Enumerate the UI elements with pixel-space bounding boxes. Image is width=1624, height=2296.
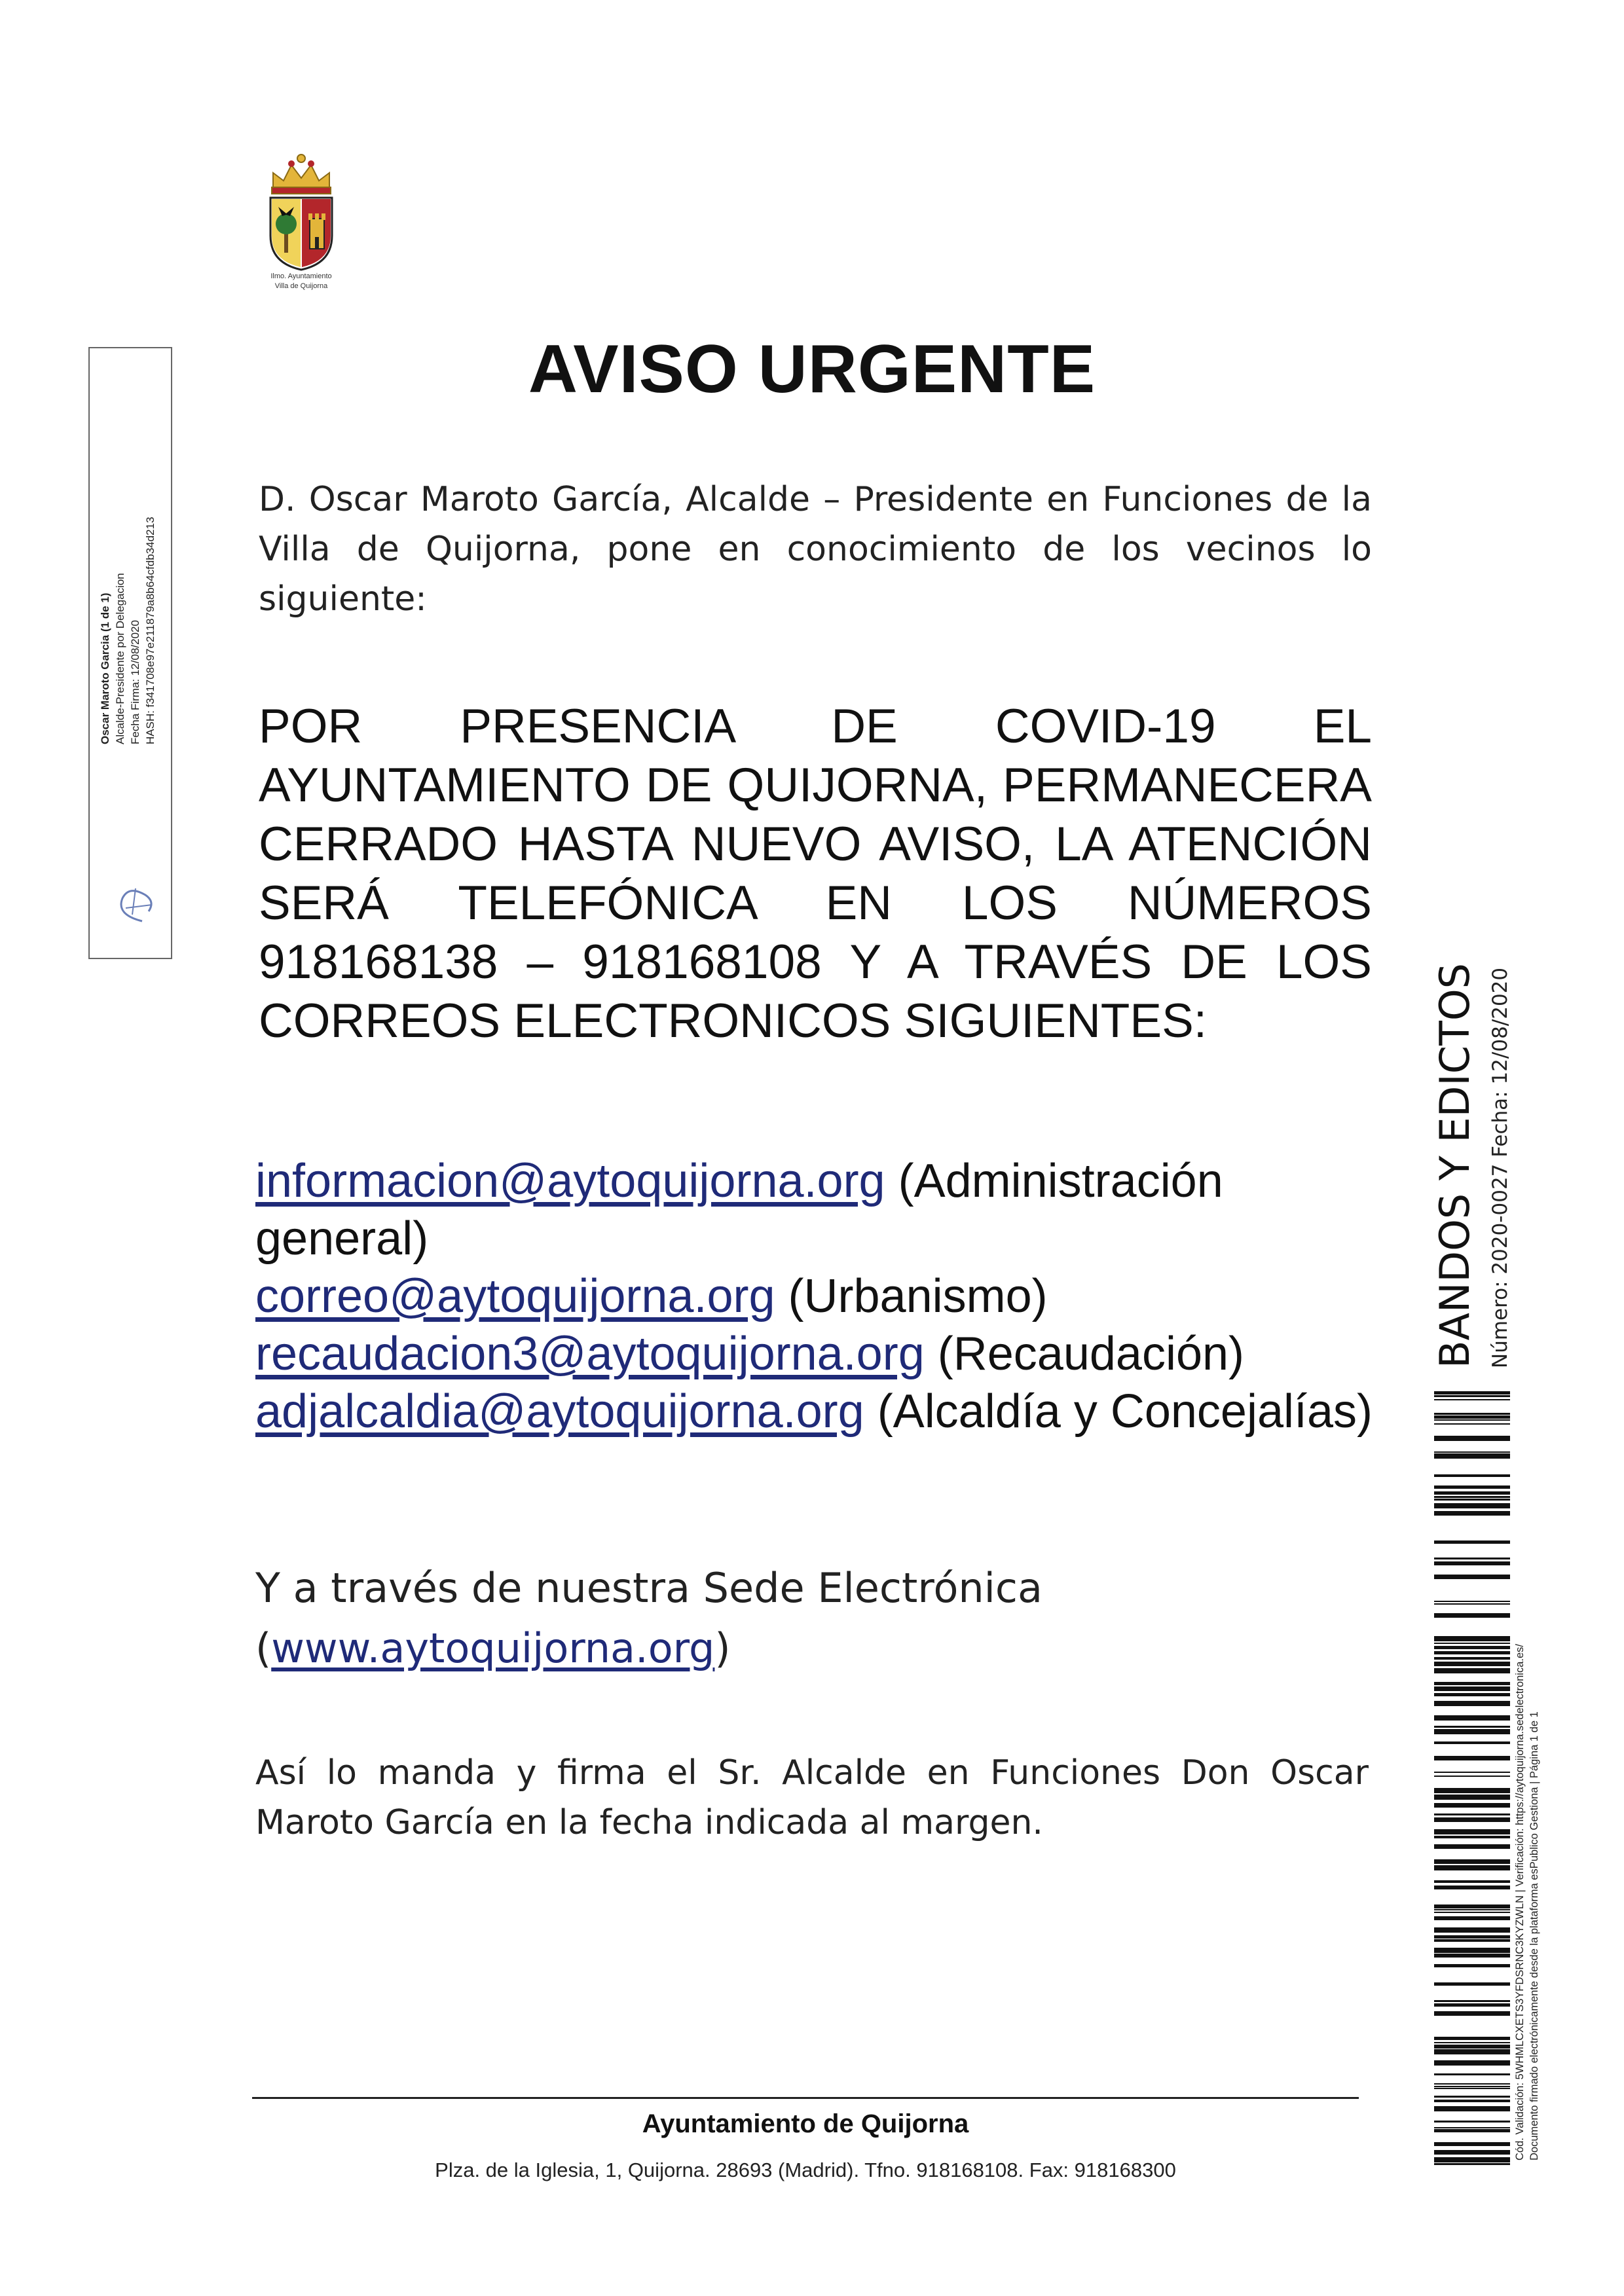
barcode-bar	[1434, 1904, 1510, 1908]
email-label: (Administración general)	[255, 1155, 1223, 1265]
barcode-bar	[1434, 1485, 1510, 1489]
barcode-bar	[1434, 1912, 1510, 1913]
crest-caption-line2: Villa de Quijorna	[274, 282, 328, 290]
barcode-bar	[1434, 2003, 1510, 2007]
barcode-bar	[1434, 1795, 1510, 1800]
barcode-bar	[1434, 2100, 1510, 2102]
barcode-bar	[1434, 1646, 1510, 1649]
barcode-bar	[1434, 1741, 1510, 1744]
signature-signer: Oscar Maroto Garcia (1 de 1)	[99, 592, 111, 744]
barcode-bar	[1434, 1715, 1510, 1721]
barcode-bar	[1434, 1415, 1510, 1419]
barcode-bar	[1434, 2127, 1510, 2128]
barcode-bar	[1434, 1601, 1510, 1602]
signature-role: Alcalde-Presidente por Delegacion	[114, 573, 126, 744]
barcode-bar	[1434, 1540, 1510, 1544]
verification-line1: Cód. Validación: 5WHMLCXETS3YFDSRNC3KYZWLN | Verificación: https://aytoquijorna.sedelectronica.es/	[1514, 1644, 1526, 2160]
barcode-bar	[1434, 1701, 1510, 1706]
barcode-bar	[1434, 1829, 1510, 1834]
email-item-administracion	[255, 1152, 1382, 1267]
barcode-bar	[1434, 1496, 1510, 1498]
barcode-bar	[1434, 1836, 1510, 1838]
barcode-bar	[1434, 1423, 1510, 1425]
barcode-bar	[1434, 1451, 1510, 1453]
barcode-bar	[1434, 2049, 1510, 2054]
crest-caption	[236, 272, 367, 291]
barcode-bar	[1434, 1817, 1510, 1822]
barcode-bar	[1434, 1726, 1510, 1728]
email-label: (Urbanismo)	[788, 1270, 1048, 1322]
verification-line2: Documento firmado electrónicamente desde la plataforma esPublico Gestiona | Página 1 de 1	[1528, 1711, 1540, 2160]
barcode-bar	[1434, 2088, 1510, 2089]
barcode-bar	[1434, 1813, 1510, 1815]
barcode-bar	[1434, 1413, 1510, 1415]
barcode-bar	[1434, 1859, 1510, 1864]
barcode-bar	[1434, 1603, 1510, 1605]
barcode-bar	[1434, 1909, 1510, 1910]
barcode-bar	[1434, 2129, 1510, 2132]
notice-paragraph: POR PRESENCIA DE COVID-19 EL AYUNTAMIENTO DE QUIJORNA, PERMANECERA CERRADO HASTA NUEVO AVISO, LA ATENCIÓN SERÁ TELEFÓNICA EN LOS NÚMEROS 918168138 – 918168108 Y A TRAVÉS DE LOS CORREOS ELECTRONICOS SIGUIENTES:	[259, 700, 1372, 1048]
barcode-bar	[1434, 1954, 1510, 1958]
signature-box	[88, 347, 172, 959]
barcode-bar	[1434, 1419, 1510, 1421]
sede-link[interactable]: www.aytoquijorna.org	[271, 1624, 715, 1672]
barcode-bar	[1434, 1491, 1510, 1495]
email-label: (Recaudación)	[937, 1328, 1245, 1380]
barcode-bar	[1434, 1772, 1510, 1773]
barcode-bar	[1434, 1636, 1510, 1641]
verification-text	[1513, 1460, 1565, 2160]
email-link-informacion[interactable]: informacion@aytoquijorna.org	[255, 1155, 885, 1207]
barcode-bar	[1434, 1756, 1510, 1760]
barcode-bar	[1434, 1657, 1510, 1660]
barcode-bar	[1434, 2121, 1510, 2123]
barcode-bar	[1434, 2106, 1510, 2111]
barcode-bar	[1434, 1682, 1510, 1685]
barcode-bar	[1434, 1865, 1510, 1870]
paren-open: (	[255, 1624, 272, 1672]
email-link-correo[interactable]: correo@aytoquijorna.org	[255, 1270, 775, 1322]
barcode-bar	[1434, 2163, 1510, 2165]
page-title: AVISO URGENTE	[528, 331, 1096, 407]
barcode-bar	[1434, 1662, 1510, 1666]
footer-name: Ayuntamiento de Quijorna	[642, 2109, 969, 2138]
register-stamp	[1431, 714, 1549, 1368]
barcode-bar	[1434, 1964, 1510, 1967]
sede-paragraph	[255, 1558, 1382, 1679]
barcode-bar	[1434, 1436, 1510, 1441]
barcode-bar	[1434, 1686, 1510, 1691]
barcode-bar	[1434, 1948, 1510, 1953]
barcode-bar	[1434, 1776, 1510, 1777]
barcode-bar	[1434, 1880, 1510, 1883]
barcode-bar	[1434, 1511, 1510, 1516]
barcode-bar	[1434, 2142, 1510, 2146]
barcode-bar	[1434, 2096, 1510, 2098]
crest-caption-line1: Ilmo. Ayuntamiento	[270, 272, 332, 280]
barcode-bar	[1434, 2083, 1510, 2085]
email-label: (Alcaldía y Concejalías)	[877, 1385, 1373, 1438]
barcode-bar	[1434, 1399, 1510, 1400]
barcode-bar	[1434, 1503, 1510, 1508]
email-item-urbanismo	[255, 1267, 1382, 1325]
barcode-bar	[1434, 1395, 1510, 1397]
barcode-bar	[1434, 1729, 1510, 1734]
barcode-bar	[1434, 1499, 1510, 1501]
barcode-bar	[1434, 1453, 1510, 1459]
barcode-bar	[1434, 2000, 1510, 2002]
barcode-bar	[1434, 1982, 1510, 1986]
barcode-bar	[1434, 1803, 1510, 1808]
barcode-bar	[1434, 1927, 1510, 1933]
barcode-bar	[1434, 2011, 1510, 2016]
email-item-recaudacion	[255, 1325, 1382, 1383]
barcode-bar	[1434, 1916, 1510, 1920]
signature-hash: HASH: f341708e97e211879a8b64cfdb34d213	[144, 517, 157, 744]
barcode-bar	[1434, 2157, 1510, 2162]
barcode-bar	[1434, 1844, 1510, 1849]
barcode-bar	[1434, 1788, 1510, 1793]
email-item-alcaldia	[255, 1383, 1382, 1440]
email-link-recaudacion3[interactable]: recaudacion3@aytoquijorna.org	[255, 1328, 925, 1380]
sede-text: Y a través de nuestra Sede Electrónica	[255, 1564, 1043, 1612]
barcode-bar	[1434, 1613, 1510, 1618]
barcode-bar	[1434, 1643, 1510, 1644]
barcode-bar	[1434, 1886, 1510, 1889]
intro-paragraph: D. Oscar Maroto García, Alcalde – Presidente en Funciones de la Villa de Quijorna, pone en conocimiento de los vecinos lo siguiente:	[259, 480, 1372, 619]
barcode-icon	[1434, 1391, 1510, 2172]
barcode-bar	[1434, 1561, 1510, 1565]
barcode-bar	[1434, 2150, 1510, 2155]
barcode-bar	[1434, 1575, 1510, 1579]
email-link-adjalcaldia[interactable]: adjalcaldia@aytoquijorna.org	[255, 1385, 864, 1438]
barcode-bar	[1434, 2073, 1510, 2075]
barcode-bar	[1434, 2037, 1510, 2040]
barcode-bar	[1434, 2045, 1510, 2049]
signature-date: Fecha Firma: 12/08/2020	[129, 620, 141, 744]
barcode-bar	[1434, 2060, 1510, 2066]
barcode-bar	[1434, 1558, 1510, 1559]
barcode-bar	[1434, 2042, 1510, 2043]
sede-link-line	[255, 1618, 1382, 1679]
register-info: Número: 2020-0027 Fecha: 12/08/2020	[1488, 967, 1512, 1368]
barcode-bar	[1434, 1651, 1510, 1654]
barcode-bar	[1434, 1693, 1510, 1696]
signature-stamp-icon	[103, 872, 165, 934]
barcode-bar	[1434, 1935, 1510, 1939]
barcode-bar	[1434, 1668, 1510, 1673]
barcode-bar	[1434, 1391, 1510, 1394]
register-title: BANDOS Y EDICTOS	[1431, 962, 1479, 1368]
paren-close: )	[714, 1624, 731, 1672]
barcode-bar	[1434, 2086, 1510, 2087]
footer-address: Plza. de la Iglesia, 1, Quijorna. 28693 (Madrid). Tfno. 918168108. Fax: 918168300	[435, 2159, 1176, 2181]
footer-divider	[252, 2097, 1359, 2099]
barcode-bar	[1434, 1939, 1510, 1942]
barcode-bar	[1434, 1474, 1510, 1477]
email-list	[255, 1152, 1382, 1440]
closing-paragraph: Así lo manda y firma el Sr. Alcalde en Funciones Don Oscar Maroto García en la fecha indicada al margen.	[255, 1753, 1369, 1842]
